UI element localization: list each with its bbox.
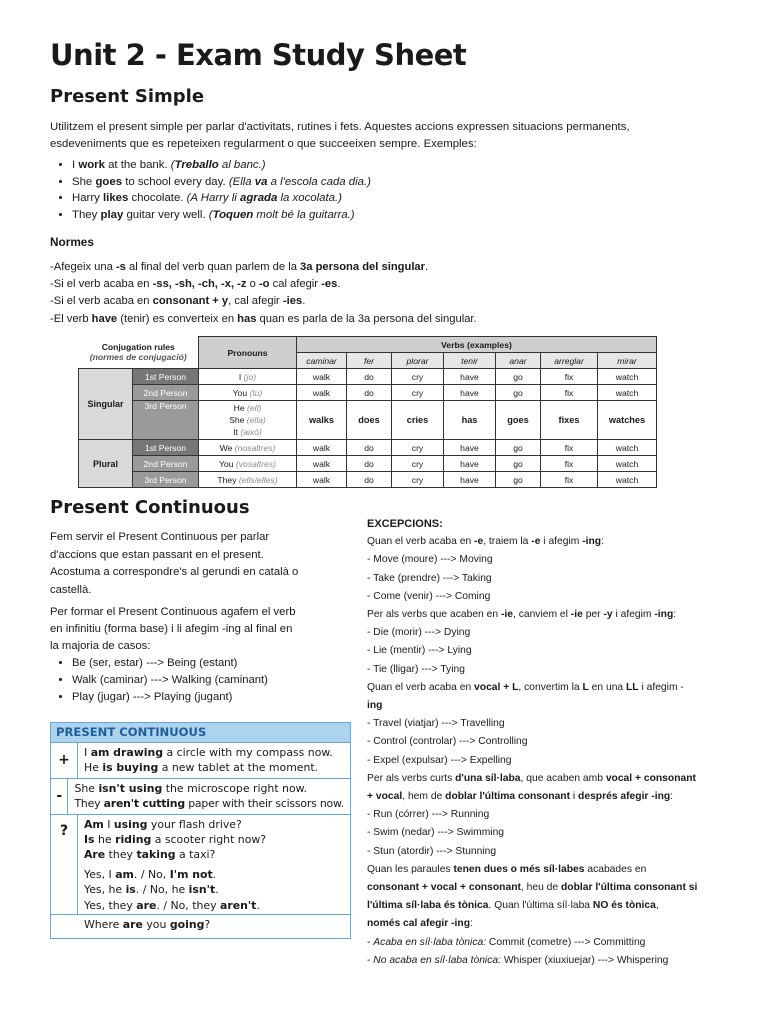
verb-ca: anar [496, 353, 541, 369]
list-item: • I work at the bank. (Treballo al banc.) [72, 157, 371, 174]
question-sign: ? [51, 815, 78, 915]
verb-ca: mirar [598, 353, 657, 369]
list-item: - Travel (viatjar) ---> Travelling [367, 718, 505, 730]
verb-ca: caminar [297, 353, 347, 369]
present-continuous-heading: Present Continuous [50, 497, 250, 518]
m-rule-4: només cal afegir -ing: [367, 918, 473, 930]
list-item: - No acaba en síl·laba tònica: Whisper (xiuxiuejar) ---> Whispering [367, 954, 669, 966]
list-item: • Harry likes chocolate. (A Harry li agrada la xocolata.) [72, 190, 371, 207]
present-simple-examples [50, 157, 371, 223]
list-item: - Come (venir) ---> Coming [367, 590, 491, 602]
verb-ca: arreglar [541, 353, 598, 369]
table-row: 3rd Person They (ells/elles) walk do cry have go fix watch [79, 472, 657, 488]
question-row: ? Am I using your flash drive? Is he riding a scooter right now? Are they taking a taxi? Yes, I am. / No, I'm not. Yes, he is. / No, he isn't. Yes, they are. / No, they aren't. [51, 815, 350, 915]
m-rule-3: l'última síl·laba és tònica. Quan l'última síl·laba NO és tònica, [367, 900, 659, 912]
m-rule: Quan les paraules tenen dues o més síl·labes acabades en [367, 863, 647, 875]
rule-1: -Afegeix una -s al final del verb quan parlem de la 3a persona del singular. [50, 261, 429, 273]
verb-ca: plorar [392, 353, 444, 369]
table-row: Singular 1st Person I (jo) walk do cry have go fix watch [79, 369, 657, 385]
list-item: • Play (jugar) ---> Playing (jugant) [72, 689, 268, 706]
verb-ca: fer [347, 353, 392, 369]
pronoun-cell: We (nosaltres) [199, 440, 297, 456]
rule-2: -Si el verb acaba en -ss, -sh, -ch, -x, -z o -o cal afegir -es. [50, 278, 341, 291]
where-question: Where are you going? [84, 918, 211, 931]
list-item: - Expel (expulsar) ---> Expelling [367, 754, 512, 766]
verbs-header: Verbs (examples) [297, 337, 657, 353]
box-header: PRESENT CONTINUOUS [51, 723, 350, 743]
l-rule-2: ing [367, 700, 383, 712]
pronoun-cell: I (jo) [199, 369, 297, 385]
list-item: - Lie (mentir) ---> Lying [367, 645, 472, 657]
s-rule-2: + vocal, hem de doblar l'última consonant i després afegir -ing: [367, 791, 674, 803]
rule-4: -El verb have (tenir) es converteix en has quan es parla de la 3a persona del singular. [50, 312, 477, 325]
positive-row: + I am drawing a circle with my compass now. He is buying a new tablet at the moment. [51, 743, 350, 779]
rules-heading: Normes [50, 235, 94, 249]
list-item: - Acaba en síl·laba tònica: Commit (cometre) ---> Committing [367, 936, 646, 948]
exceptions-section [367, 515, 727, 970]
pronoun-cell: He (ell) She (ella) It (això) [199, 401, 297, 440]
list-item: - Control (controlar) ---> Controlling [367, 736, 528, 748]
plus-sign: + [51, 743, 78, 778]
person-label: 3rd Person [133, 401, 199, 440]
list-item: • Be (ser, estar) ---> Being (estant) [72, 655, 268, 672]
person-label: 2nd Person [133, 385, 199, 401]
ie-rule: Per als verbs que acaben en -ie, canviem el -ie per -y i afegim -ing: [367, 609, 677, 621]
s-rule: Per als verbs curts d'una síl·laba, que acaben amb vocal + consonant [367, 772, 696, 784]
list-item: • They play guitar very well. (Toquen molt bé la guitarra.) [72, 207, 371, 224]
negative-row: - She isn't using the microscope right now. They aren't cutting paper with their scissors now. [51, 779, 350, 815]
table-row: 3rd Person He (ell) She (ella) It (això) walks does cries has goes fixes watches [79, 401, 657, 440]
intro-line-1: Utilitzem el present simple per parlar d'activitats, rutines i fets. Aquestes accions expressen situacions permanents, [50, 121, 630, 133]
rule-3: -Si el verb acaba en consonant + y, cal afegir -ies. [50, 295, 306, 308]
conjugation-table [78, 336, 657, 488]
list-item: - Die (morir) ---> Dying [367, 627, 471, 639]
list-item: • Walk (caminar) ---> Walking (caminant) [72, 672, 268, 689]
present-continuous-form: Per formar el Present Continuous agafem el verb en infinitiu (forma base) i li afegim -ing al final en la majoria de casos: [50, 606, 296, 653]
e-rule: Quan el verb acaba en -e, traiem la -e i afegim -ing: [367, 536, 604, 548]
list-item: - Swim (nedar) ---> Swimming [367, 827, 505, 839]
singular-label: Singular [79, 369, 133, 440]
person-label: 1st Person [133, 369, 199, 385]
plural-label: Plural [79, 440, 133, 488]
list-item: - Run (córrer) ---> Running [367, 809, 490, 821]
person-label: 3rd Person [133, 472, 199, 488]
l-rule: Quan el verb acaba en vocal + L, convertim la L en una LL i afegim - [367, 681, 684, 693]
exceptions-heading: EXCEPCIONS: [367, 518, 443, 530]
pronoun-cell: They (ells/elles) [199, 472, 297, 488]
table-row: 2nd Person You (vosaltres) walk do cry have go fix watch [79, 456, 657, 472]
list-item: - Tie (lligar) ---> Tying [367, 663, 465, 675]
list-item: - Move (moure) ---> Moving [367, 554, 493, 566]
present-continuous-examples [50, 655, 268, 705]
present-simple-intro [50, 119, 730, 152]
table-row: 2nd Person You (tu) walk do cry have go fix watch [79, 385, 657, 401]
present-simple-heading: Present Simple [50, 86, 205, 107]
person-label: 2nd Person [133, 456, 199, 472]
pronoun-cell: You (tu) [199, 385, 297, 401]
intro-line-2: esdeveniments que es repeteixen regularment o que succeeixen sempre. Exemples: [50, 137, 477, 150]
minus-sign: - [51, 779, 68, 814]
m-rule-2: consonant + vocal + consonant, heu de doblar l'última consonant si [367, 882, 698, 894]
person-label: 1st Person [133, 440, 199, 456]
rules-header-cell: Conjugation rules (normes de conjugació) [79, 337, 199, 369]
list-item: - Stun (atordir) ---> Stunning [367, 845, 497, 857]
list-item: - Take (prendre) ---> Taking [367, 572, 492, 584]
rules-list [50, 259, 477, 328]
list-item: • She goes to school every day. (Ella va a l'escola cada dia.) [72, 174, 371, 191]
pronouns-header: Pronouns [199, 337, 297, 369]
present-continuous-box [50, 722, 351, 939]
verb-ca: tenir [444, 353, 496, 369]
page-title: Unit 2 - Exam Study Sheet [50, 38, 467, 72]
table-row: Plural 1st Person We (nosaltres) walk do cry have go fix watch [79, 440, 657, 456]
present-continuous-intro: Fem servir el Present Continuous per parlar d'accions que estan passant en el present. Acostuma a correspondre's al gerundi en català o castellà. [50, 531, 299, 596]
pronoun-cell: You (vosaltres) [199, 456, 297, 472]
